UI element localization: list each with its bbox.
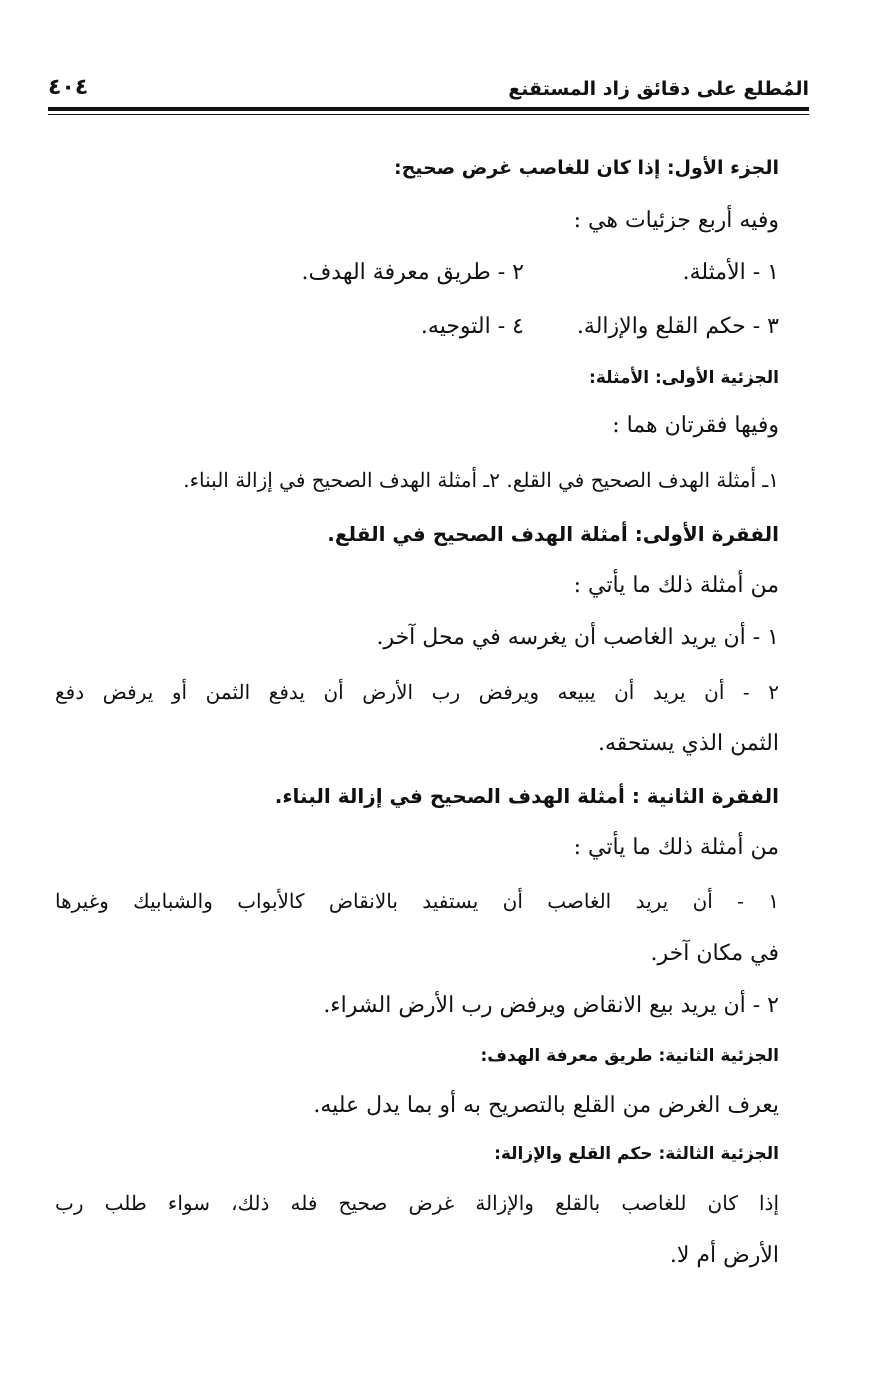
running-header	[48, 70, 809, 100]
paragraphs-list: ١ـ أمثلة الهدف الصحيح في القلع. ٢ـ أمثلة الهدف الصحيح في إزالة البناء.	[183, 468, 779, 492]
section-one-item-2-cont: الثمن الذي يستحقه.	[598, 731, 779, 756]
subpart-three-heading: الجزئية الثالثة: حكم القلع والإزالة:	[494, 1144, 779, 1164]
subpart-one-intro: وفيها فقرتان هما :	[612, 413, 779, 438]
section-two-item-2: ٢ - أن يريد بيع الانقاض ويرفض رب الأرض الشراء.	[323, 993, 779, 1018]
subpart-two-heading: الجزئية الثانية: طريق معرفة الهدف:	[480, 1046, 779, 1066]
header-rule-thin	[48, 114, 809, 115]
book-title: المُطلع على دقائق زاد المستقنع	[508, 78, 809, 100]
part-one-heading: الجزء الأول: إذا كان للغاصب غرض صحيح:	[394, 157, 779, 179]
subpart-item: ٢ - طريق معرفة الهدف.	[301, 260, 524, 285]
section-one-item-1: ١ - أن يريد الغاصب أن يغرسه في محل آخر.	[376, 625, 779, 650]
subparts-row-2	[179, 311, 779, 343]
subpart-three-text-cont: الأرض أم لا.	[669, 1243, 779, 1268]
subpart-two-text: يعرف الغرض من القلع بالتصريح به أو بما يدل عليه.	[313, 1093, 779, 1118]
subparts-row-1	[179, 257, 779, 289]
subpart-item: ١ - الأمثلة.	[682, 260, 779, 285]
section-two-item-1-cont: في مكان آخر.	[650, 941, 779, 966]
section-two-item-1: ١ - أن يريد الغاصب أن يستفيد بالانقاض كالأبواب والشبابيك وغيرها	[55, 889, 779, 913]
page-number: ٤٠٤	[48, 75, 89, 100]
section-one-intro: من أمثلة ذلك ما يأتي :	[573, 573, 779, 598]
part-one-intro: وفيه أربع جزئيات هي :	[573, 208, 779, 233]
section-two-heading: الفقرة الثانية : أمثلة الهدف الصحيح في إزالة البناء.	[274, 784, 779, 808]
subpart-item: ٣ - حكم القلع والإزالة.	[576, 314, 779, 339]
section-two-intro: من أمثلة ذلك ما يأتي :	[573, 835, 779, 860]
subpart-item: ٤ - التوجيه.	[420, 314, 524, 339]
section-one-item-2: ٢ - أن يريد أن يبيعه ويرفض رب الأرض أن يدفع الثمن أو يرفض دفع	[55, 680, 779, 704]
subpart-one-heading: الجزئية الأولى: الأمثلة:	[589, 368, 779, 388]
header-rule-thick	[48, 107, 809, 111]
section-one-heading: الفقرة الأولى: أمثلة الهدف الصحيح في القلع.	[327, 522, 779, 546]
subpart-three-text: إذا كان للغاصب بالقلع والإزالة غرض صحيح فله ذلك، سواء طلب رب	[55, 1191, 779, 1215]
